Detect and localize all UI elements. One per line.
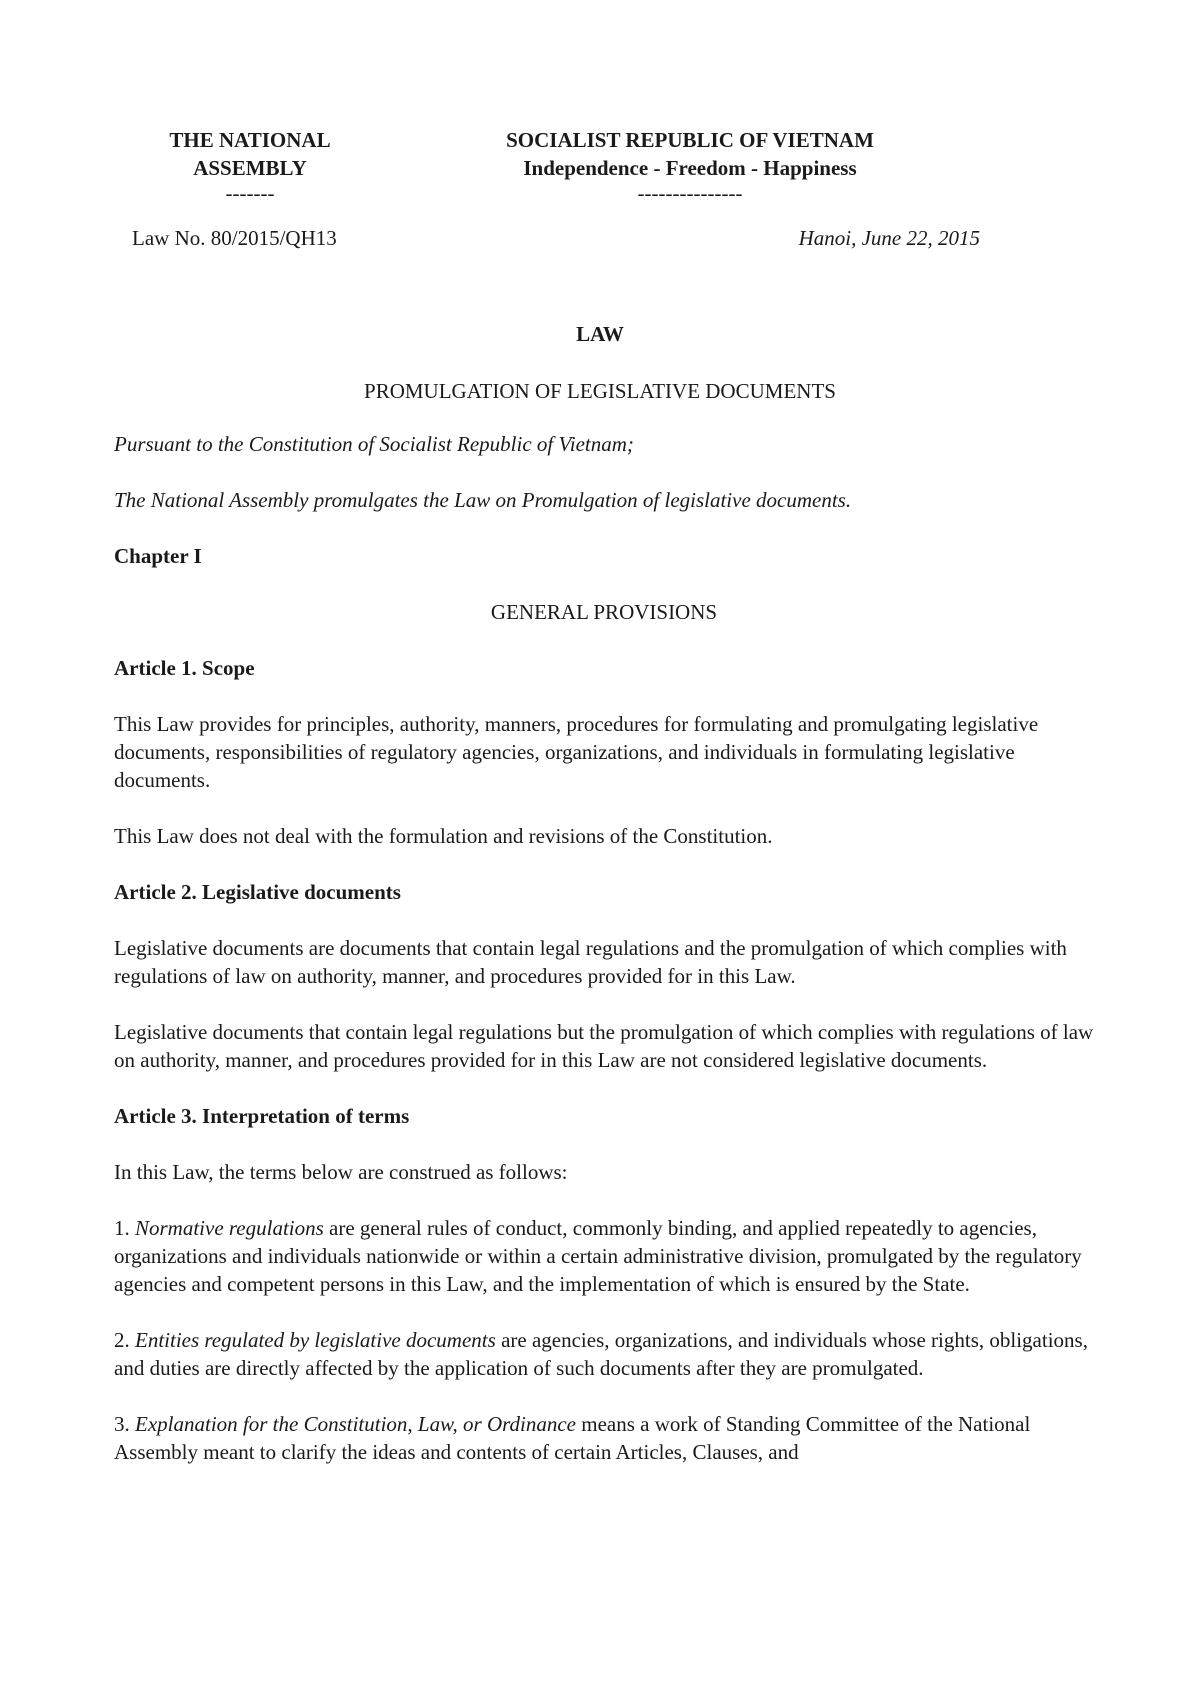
- issuer-rule: -------: [225, 181, 275, 205]
- document-body: [114, 430, 1094, 1494]
- national-motto-block: [440, 126, 940, 204]
- definition-number: 1.: [114, 1216, 135, 1240]
- article-2-paragraph-2: Legislative documents that contain legal regulations but the promulgation of which complies with regulations of law on authority, manner, and procedures provided for in this Law are not considered legislative documents.: [114, 1020, 1094, 1072]
- document-type-title: LAW: [576, 322, 624, 346]
- article-1-paragraph-1: This Law provides for principles, authority, manners, procedures for formulating and promulgating legislative documents, responsibilities of regulatory agencies, organizations, and individuals in formulating legislative documents.: [114, 712, 1039, 792]
- issuer-line-1: THE NATIONAL: [169, 128, 331, 152]
- issuer-line-2: ASSEMBLY: [193, 156, 307, 180]
- preamble-line-2: The National Assembly promulgates the Law on Promulgation of legislative documents.: [114, 488, 852, 512]
- article-1-heading: Article 1. Scope: [114, 656, 255, 680]
- article-2-heading: Article 2. Legislative documents: [114, 880, 401, 904]
- definition-text: are agencies, organizations, and individuals whose rights, obligations, and duties are directly affected by the application of such documents after they are promulgated.: [114, 1328, 1088, 1380]
- law-number: Law No. 80/2015/QH13: [132, 226, 337, 250]
- definition-number: 2.: [114, 1328, 135, 1352]
- definition-item: [114, 1326, 1094, 1382]
- document-subtitle: PROMULGATION OF LEGISLATIVE DOCUMENTS: [364, 379, 836, 403]
- issue-date: Hanoi, June 22, 2015: [798, 226, 980, 250]
- issuer-block: [130, 126, 370, 204]
- chapter-title: GENERAL PROVISIONS: [490, 600, 718, 624]
- definition-item: [114, 1214, 1094, 1298]
- definition-term: Explanation for the Constitution, Law, or Ordinance: [135, 1412, 576, 1436]
- definition-item: [114, 1410, 1094, 1466]
- definition-number: 3.: [114, 1412, 135, 1436]
- definition-text: are general rules of conduct, commonly binding, and applied repeatedly to agencies, organizations and individuals nationwide or within a certain administrative division, promulgated by the regulatory agencies and competent persons in this Law, and the implementation of which is ensured by the State.: [114, 1216, 1082, 1296]
- article-1-paragraph-2: This Law does not deal with the formulation and revisions of the Constitution.: [114, 824, 773, 848]
- article-2-paragraph-1: Legislative documents are documents that contain legal regulations and the promulgation of which complies with regulations of law on authority, manner, and procedures provided for in this Law.: [114, 936, 1067, 988]
- article-3-heading: Article 3. Interpretation of terms: [114, 1104, 410, 1128]
- definition-text: means a work of Standing Committee of the National Assembly meant to clarify the ideas and contents of certain Articles, Clauses, and: [114, 1412, 1031, 1464]
- preamble-line-1: Pursuant to the Constitution of Socialist Republic of Vietnam;: [114, 432, 634, 456]
- country-name: SOCIALIST REPUBLIC OF VIETNAM: [506, 128, 874, 152]
- chapter-label: Chapter I: [114, 544, 202, 568]
- definition-term: Normative regulations: [135, 1216, 324, 1240]
- definition-term: Entities regulated by legislative documents: [135, 1328, 496, 1352]
- national-motto: Independence - Freedom - Happiness: [523, 156, 857, 180]
- motto-rule: ---------------: [637, 181, 743, 205]
- article-3-intro: In this Law, the terms below are construed as follows:: [114, 1160, 568, 1184]
